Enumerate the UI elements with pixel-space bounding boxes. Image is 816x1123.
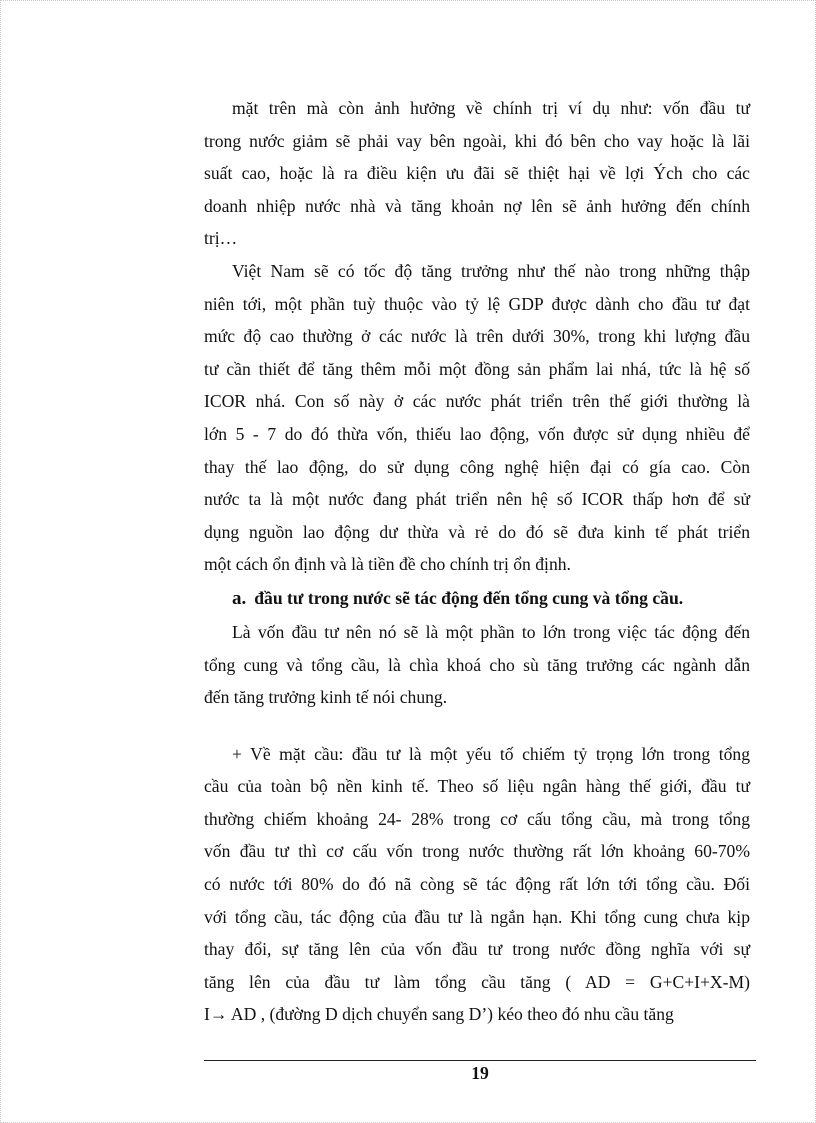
text-line: mức độ cao thường ở các nước là trên dưới 30%, trong khi lượng đầu <box>204 326 750 347</box>
text-line: + Về mặt cầu: đầu tư là một yếu tố chiếm tỷ trọng lớn trong tổng <box>232 743 750 764</box>
text-line: ICOR nhá. Con số này ở các nước phát triển trên thế giới thường là <box>204 391 750 412</box>
text-line: dụng nguồn lao động dư thừa và rẻ do đó sẽ đưa kinh tế phát triển <box>204 521 750 542</box>
paragraph-4 <box>204 738 750 1031</box>
text-line: tư cần thiết để tăng thêm mỗi một đồng sản phẩm lai nhá, tức là hệ số <box>204 358 750 379</box>
text-line: thường chiếm khoảng 24- 28% trong cơ cấu tổng cầu, mà trong tổng <box>204 808 750 829</box>
footer-rule <box>204 1060 756 1061</box>
text-line: cầu của toàn bộ nền kinh tế. Theo số liệu ngân hàng thế giới, đầu tư <box>204 776 750 797</box>
text-line: nước ta là một nước đang phát triển nên hệ số ICOR thấp hơn để sử <box>204 489 750 510</box>
text-line: trị… <box>204 228 238 249</box>
paragraph-2 <box>204 255 750 581</box>
text-line: trong nước giảm sẽ phải vay bên ngoài, khi đó bên cho vay hoặc là lãi <box>204 130 750 151</box>
text-line: với tổng cầu, tác động của đầu tư là ngắn hạn. Khi tổng cung chưa kịp <box>204 906 750 927</box>
text-line: một cách ổn định và là tiền đề cho chính trị ổn định. <box>204 554 571 575</box>
heading-label: a. <box>232 587 247 609</box>
text-line: có nước tới 80% do đó nã còng sẽ tác động rất lớn tới tổng cầu. Đối <box>204 874 750 895</box>
text-line: vốn đầu tư thì cơ cấu vốn trong nước thường rất lớn khoảng 60-70% <box>204 841 750 862</box>
page-number: 19 <box>471 1063 489 1083</box>
text-line: thay thế lao động, do sử dụng công nghệ hiện đại có gía cao. Còn <box>204 456 750 477</box>
text-line: suất cao, hoặc là ra điều kiện ưu đãi sẽ thiệt hại về lợi Ých cho các <box>204 163 750 184</box>
heading-text: đầu tư trong nước sẽ tác động đến tổng cung và tổng cầu. <box>254 587 684 608</box>
text-line: niên tới, một phần tuỳ thuộc vào tỷ lệ GDP được dành cho đầu tư đạt <box>204 293 750 314</box>
document-body <box>204 92 750 1031</box>
text-line: đến tăng trưởng kinh tế nói chung. <box>204 687 448 708</box>
paragraph-3 <box>204 616 750 714</box>
text-line: tăng lên của đầu tư làm tổng cầu tăng ( AD = G+C+I+X-M) <box>204 971 750 992</box>
text-line: mặt trên mà còn ảnh hưởng về chính trị ví dụ như: vốn đầu tư <box>232 98 750 118</box>
text-line: Việt Nam sẽ có tốc độ tăng trưởng như thế nào trong những thập <box>232 260 750 281</box>
text-line: Là vốn đầu tư nên nó sẽ là một phần to lớn trong việc tác động đến <box>232 621 750 642</box>
paragraph-gap <box>204 714 750 738</box>
text-line: I→ AD , (đường D dịch chuyển sang D’) kéo theo đó nhu cầu tăng <box>204 1004 674 1025</box>
text-line: lớn 5 - 7 do đó thừa vốn, thiếu lao động, vốn được sử dụng nhiều để <box>204 423 750 444</box>
section-heading <box>204 581 750 616</box>
text-line: thay đổi, sự tăng lên của vốn đầu tư trong nước đồng nghĩa với sự <box>204 939 750 960</box>
paragraph-1 <box>204 92 750 255</box>
text-line: tổng cung và tổng cầu, là chìa khoá cho sù tăng trưởng các ngành dẫn <box>204 654 750 675</box>
text-line: doanh nhiệp nước nhà và tăng khoản nợ lên sẽ ảnh hưởng đến chính <box>204 195 750 216</box>
